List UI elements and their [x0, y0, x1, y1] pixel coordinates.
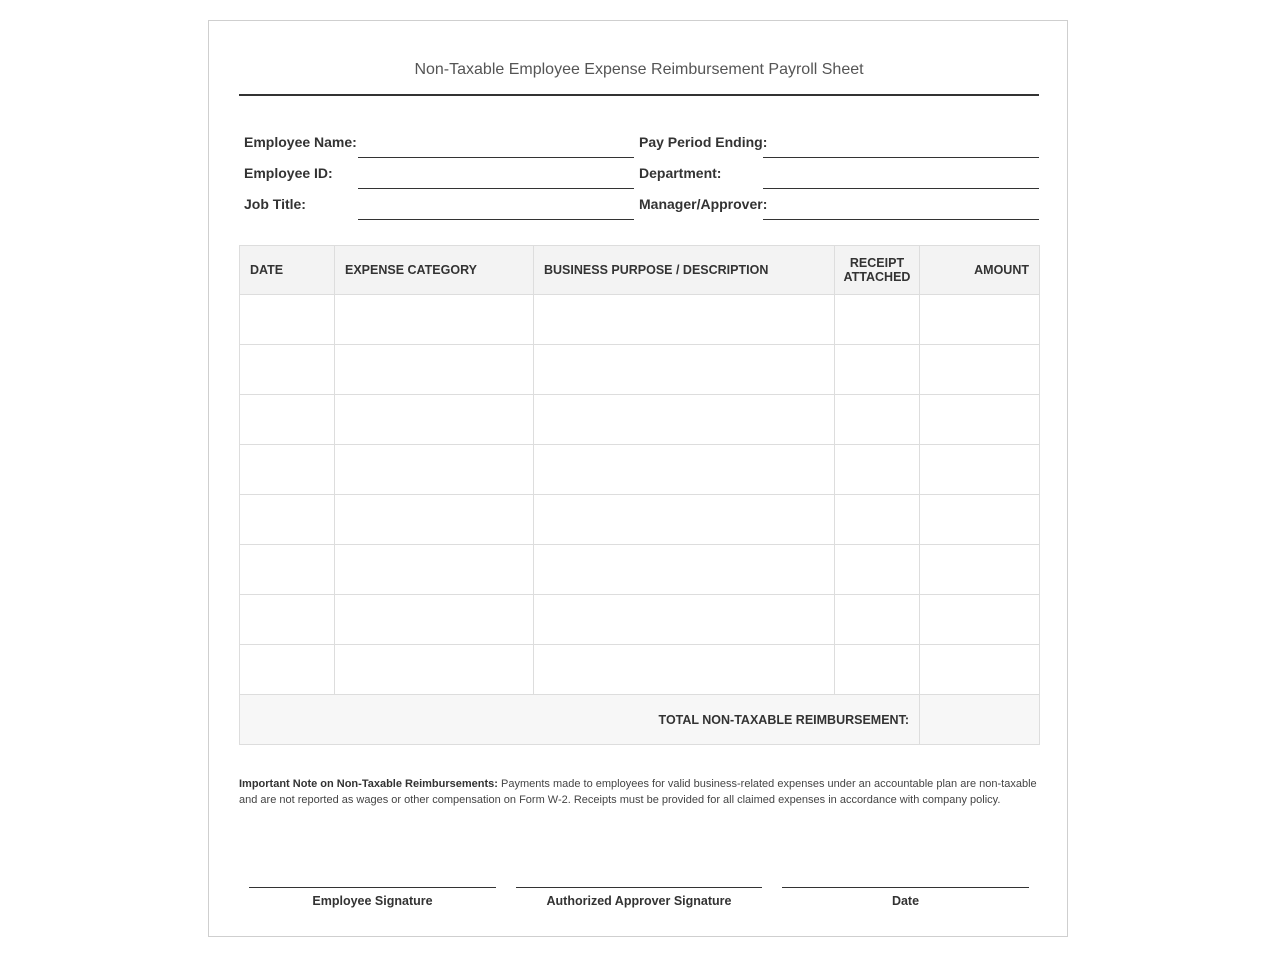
employee-signature-line[interactable] [249, 887, 496, 888]
category-cell[interactable] [335, 595, 534, 645]
table-row [240, 645, 1040, 695]
column-header-expense-category: EXPENSE CATEGORY [335, 246, 534, 295]
employee-name-label: Employee Name: [244, 134, 357, 150]
receipt-cell[interactable] [835, 495, 920, 545]
column-header-amount: AMOUNT [920, 246, 1040, 295]
description-cell[interactable] [534, 345, 835, 395]
receipt-cell[interactable] [835, 345, 920, 395]
receipt-cell[interactable] [835, 545, 920, 595]
date-cell[interactable] [240, 445, 335, 495]
date-cell[interactable] [240, 545, 335, 595]
title-divider [239, 94, 1039, 96]
column-header-receipt-attached [835, 246, 920, 295]
employee-signature-label: Employee Signature [312, 894, 433, 908]
date-cell[interactable] [240, 645, 335, 695]
amount-cell[interactable] [920, 545, 1040, 595]
employee-name-field[interactable] [358, 157, 634, 158]
pay-period-ending-field[interactable] [763, 157, 1039, 158]
total-label: TOTAL NON-TAXABLE REIMBURSEMENT: [240, 695, 920, 745]
amount-cell[interactable] [920, 445, 1040, 495]
table-row [240, 545, 1040, 595]
category-cell[interactable] [335, 645, 534, 695]
approver-signature-label: Authorized Approver Signature [546, 894, 732, 908]
description-cell[interactable] [534, 545, 835, 595]
column-header-date: DATE [240, 246, 335, 295]
total-amount-cell[interactable] [920, 695, 1040, 745]
expense-table [239, 245, 1040, 745]
receipt-cell[interactable] [835, 395, 920, 445]
table-row [240, 595, 1040, 645]
category-cell[interactable] [335, 345, 534, 395]
employee-id-label: Employee ID: [244, 165, 333, 181]
date-cell[interactable] [240, 495, 335, 545]
amount-cell[interactable] [920, 495, 1040, 545]
description-cell[interactable] [534, 395, 835, 445]
payroll-sheet [208, 20, 1068, 937]
amount-cell[interactable] [920, 295, 1040, 345]
receipt-header-line1: RECEIPT [849, 256, 905, 270]
employee-id-field[interactable] [358, 188, 634, 189]
category-cell[interactable] [335, 295, 534, 345]
date-cell[interactable] [240, 595, 335, 645]
total-row [240, 695, 1040, 745]
date-signature-label: Date [891, 894, 920, 908]
description-cell[interactable] [534, 445, 835, 495]
important-note [239, 776, 1041, 808]
date-cell[interactable] [240, 345, 335, 395]
manager-approver-field[interactable] [763, 219, 1039, 220]
table-row [240, 495, 1040, 545]
job-title-label: Job Title: [244, 196, 306, 212]
department-field[interactable] [763, 188, 1039, 189]
receipt-cell[interactable] [835, 295, 920, 345]
amount-cell[interactable] [920, 345, 1040, 395]
column-header-business-purpose: BUSINESS PURPOSE / DESCRIPTION [534, 246, 835, 295]
amount-cell[interactable] [920, 395, 1040, 445]
note-lead: Important Note on Non-Taxable Reimbursements: [239, 778, 498, 790]
category-cell[interactable] [335, 445, 534, 495]
receipt-header-line2: ATTACHED [843, 270, 911, 284]
table-row [240, 295, 1040, 345]
receipt-cell[interactable] [835, 445, 920, 495]
description-cell[interactable] [534, 295, 835, 345]
amount-cell[interactable] [920, 595, 1040, 645]
date-cell[interactable] [240, 295, 335, 345]
table-header-row [240, 246, 1040, 295]
category-cell[interactable] [335, 395, 534, 445]
date-signature-line[interactable] [782, 887, 1029, 888]
manager-approver-label: Manager/Approver: [639, 196, 768, 212]
description-cell[interactable] [534, 645, 835, 695]
note-body: Payments made to employees for valid business-related expenses under an accountable plan are non-taxable and are not reported as wages or other compensation on Form W-2. Receipts must be provided for all claimed expenses in accordance with company policy. [239, 778, 1037, 806]
job-title-field[interactable] [358, 219, 634, 220]
page-title: Non-Taxable Employee Expense Reimbursement Payroll Sheet [414, 61, 864, 78]
category-cell[interactable] [335, 495, 534, 545]
receipt-cell[interactable] [835, 645, 920, 695]
category-cell[interactable] [335, 545, 534, 595]
table-row [240, 445, 1040, 495]
department-label: Department: [639, 165, 722, 181]
receipt-cell[interactable] [835, 595, 920, 645]
pay-period-ending-label: Pay Period Ending: [639, 134, 768, 150]
approver-signature-line[interactable] [516, 887, 762, 888]
table-row [240, 395, 1040, 445]
table-row [240, 345, 1040, 395]
description-cell[interactable] [534, 595, 835, 645]
amount-cell[interactable] [920, 645, 1040, 695]
description-cell[interactable] [534, 495, 835, 545]
date-cell[interactable] [240, 395, 335, 445]
